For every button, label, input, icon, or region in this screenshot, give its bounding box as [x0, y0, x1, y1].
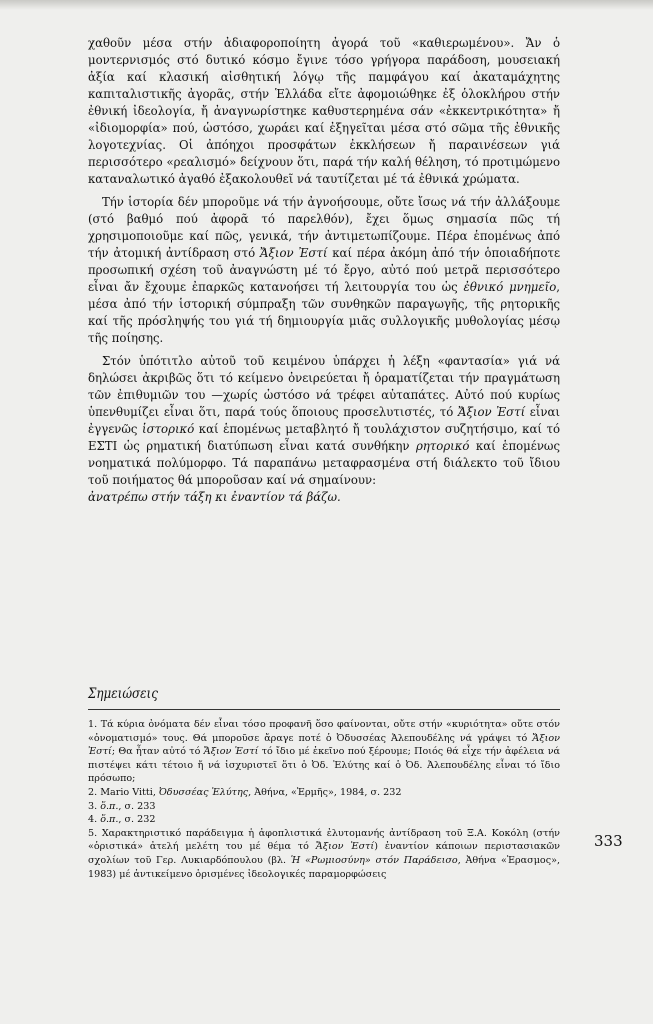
notes-divider — [88, 709, 560, 710]
paragraph-2: Τήν ἱστορία δέν μποροῦμε νά τήν ἀγνοήσουμε, οὔτε ἴσως νά τήν ἀλλάξουμε (στό βαθμό πού ἀφορᾶ τό παρελθόν), ἔχει ὅμως σημασία πῶς τή χρησιμοποιοῦμε καί πῶς, γενικά, τήν ἀντιμετωπίζουμε. Πέρα ἑπομένως ἀπό τήν ἀτομική ἀντίδραση στό Ἄξιον Ἐστί καί πέρα ἀκόμη ἀπό τήν ὁποιαδήποτε προσωπική σχέση τοῦ ἀναγνώστη μέ τό ἔργο, αὐτό πού μετρᾶ περισσότερο εἶναι ἄν ἔχουμε ἐπαρκῶς κατανοήσει τή λειτουργία του ὡς ἐθνικό μνημεῖο, μέσα ἀπό τήν ἱστορική σύμπραξη τῶν συνθηκῶν παραγωγῆς, τῆς ρητορικῆς καί τῆς πρόσληψής του γιά τή δημιουργία μιᾶς συλλογικῆς μυθολογίας μέσῳ τῆς ποίησης. — [88, 195, 560, 345]
footnote-1: 1. Τά κύρια ὀνόματα δέν εἶναι τόσο προφανῆ ὅσο φαίνονται, οὔτε στήν «κυριότητα» οὔτε στόν «ὀνοματισμό» τους. Θά μποροῦσε ἄραγε ποτέ ὁ Ὀδυσσέας Ἀλεπουδέλης νά γράψει τό Ἄξιον Ἐστί; Θα ἦταν αὐτό τό Ἄξιον Ἐστί τό ἴδιο μέ ἐκεῖνο πού ξέρουμε; Ποιός θά εἶχε τήν ἀφέλεια νά πιστέψει κάτι τέτοιο ἤ νά ἰσχυριστεῖ ὅτι ὁ Ὀδ. Ἐλύτης καί ὁ Ὀδ. Ἀλεπουδέλης εἶναι τό ἴδιο πρόσωπο; — [88, 719, 561, 785]
footnote-4: 4. ὅ.π., σ. 232 — [88, 814, 156, 826]
title-axion-esti: Ἄξιον Ἐστί — [457, 405, 526, 419]
footnote-5: 5. Χαρακτηριστικό παράδειγμα ἡ ἀφοπλιστικά ἐλυτομανής ἀντίδραση τοῦ Ξ.Α. Κοκόλη (στήν «ὁριστικά» ἀτελή μελέτη του μέ θέμα τό Ἄξιον Ἐστί) ἐναντίον κάποιων περιστασιακῶν σχολίων τοῦ Γερ. Λυκιαρδόπουλου (βλ. Ἡ «Ρωμιοσύνη» στόν Παράδεισο, Ἀθήνα «Ἐρασμος», 1983) μέ ἀντικείμενο ὁρισμένες ἰδεολογικές παραμορφώσεις — [88, 827, 560, 880]
page-number: 333 — [594, 832, 623, 850]
scan-edge-shadow — [0, 0, 653, 10]
poem-quote: ἀνατρέπω στήν τάξη κι ἐναντίον τά βάζω. — [88, 490, 341, 504]
footnote-2: 2. Mario Vitti, Ὀδυσσέας Ἐλύτης, Ἀθήνα, «Ἑρμῆς», 1984, σ. 232 — [88, 786, 402, 798]
emphasis-rhetorical: ρητορικό — [415, 439, 470, 453]
emphasis-historical: ἱστορικό — [142, 422, 195, 436]
body-text — [88, 35, 560, 512]
footnotes — [88, 718, 560, 881]
notes-heading: Σημειώσεις — [88, 686, 158, 702]
paragraph-3: Στόν ὑπότιτλο αὐτοῦ τοῦ κειμένου ὑπάρχει ἡ λέξη «φαντασία» γιά νά δηλώσει ἀκριβῶς ὅτι τό κείμενο ὀνειρεύεται ἤ ὁραματίζεται τήν πραγμάτωση τῶν ἐπιθυμιῶν του —χωρίς ὡστόσο νά τρέφει αὐταπάτες. Αὐτό πού κυρίως ὑπενθυμίζει εἶναι ὅτι, παρά τούς ὅποιους προσελυτιστές, τό Ἄξιον Ἐστί εἶναι ἐγγενῶς ἱστορικό καί ἑπομένως μεταβλητό ἤ τουλάχιστον συζητήσιμο, καί τό ΕΣΤΙ ὡς ρηματική διατύπωση εἶναι κατά συνθήκην ρητορικό καί ἑπομένως νοηματικά πολύμορφο. Τά παραπάνω μεταφρασμένα στή διάλεκτο τοῦ ἴδιου τοῦ ποιήματος θά μποροῦσαν καί νά σημαίνουν: — [88, 354, 561, 487]
emphasis-national-monument: ἐθνικό μνημεῖο — [463, 280, 557, 294]
title-axion-esti: Ἄξιον Ἐστί — [259, 246, 328, 260]
paragraph-1: χαθοῦν μέσα στήν ἀδιαφοροποίητη ἀγορά τοῦ «καθιερωμένου». Ἄν ὁ μοντερνισμός στό δυτικό κόσμο ἔγινε τόσο γρήγορα παράδοση, μουσειακή ἀξία καί κλασική αἰσθητική λόγῳ τῆς παμφάγου καί ἀκαταμάχητης καπιταλιστικῆς ἀγορᾶς, στήν Ἑλλάδα εἴτε ἀφομοιώθηκε ἐξ ὁλοκλήρου στήν ἐθνική ἰδεολογία, ἤ ἀναγνωρίστηκε καθυστερημένα σάν «ἐκκεντρικότητα» ἤ «ἰδιομορφία» πού, ὡστόσο, χωράει καί ἐξηγεῖται μέσα στό σῶμα τῆς ἐθνικῆς λογοτεχνίας. Οἱ ἀπόηχοι προσφάτων ἐκκλήσεων ἤ παραινέσεων γιά περισσότερο «ρεαλισμό» δείχνουν ὅτι, παρά τήν καλή θέληση, τό προτιμώμενο καταναλωτικό ἀγαθό ἐξακολουθεῖ νά ταυτίζεται μέ τά ἐθνικά χρώματα. — [88, 36, 560, 186]
footnote-3: 3. ὅ.π., σ. 233 — [88, 800, 156, 812]
